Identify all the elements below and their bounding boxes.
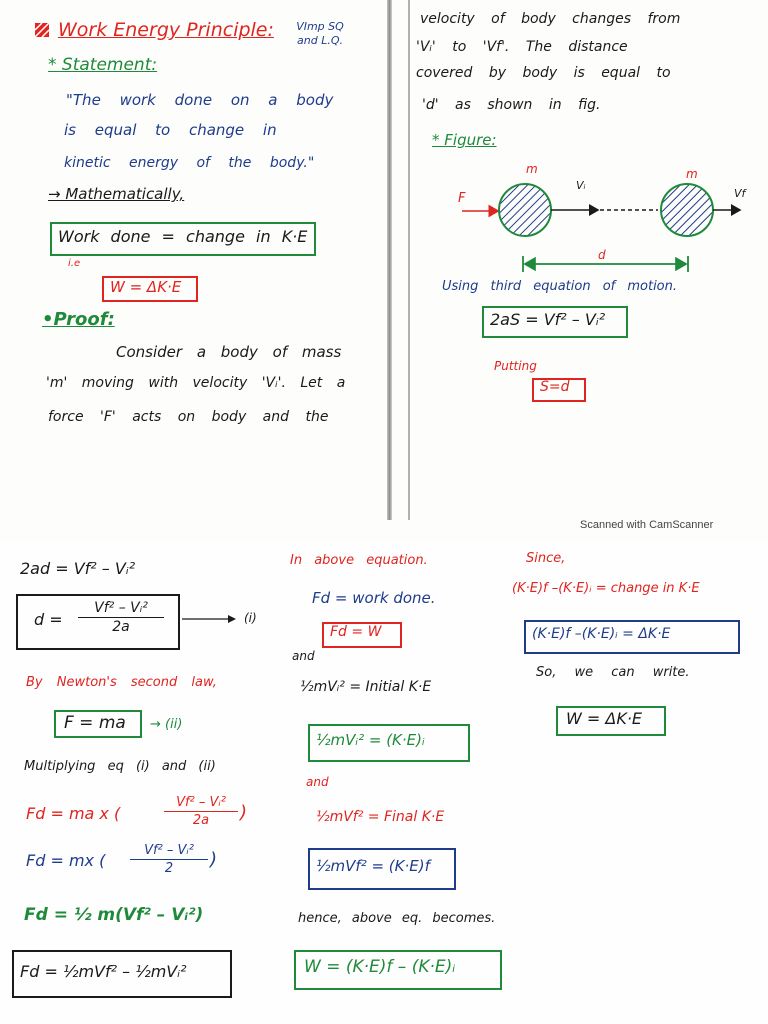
d-lhs: d =	[34, 610, 63, 629]
proof-line-1: Consider a body of mass	[116, 343, 342, 361]
right-line-2: 'Vᵢ' to 'Vf'. The distance	[416, 39, 628, 55]
and-label-1: and	[292, 649, 315, 663]
importance-note: VImp SQ and L.Q.	[296, 20, 344, 47]
change-ke-line: (K·E)f –(K·E)ᵢ = change in K·E	[512, 581, 700, 596]
proof-heading: •Proof:	[42, 309, 115, 330]
fd2-numerator: Vf² – Vᵢ²	[144, 843, 194, 858]
fd2-fraction	[130, 843, 208, 876]
d-denominator: 2a	[112, 619, 130, 635]
right-line-3: covered by body is equal to	[416, 65, 671, 81]
d-fraction	[78, 600, 164, 635]
since-label: Since,	[526, 551, 566, 566]
multiplying-text: Multiplying eq (i) and (ii)	[24, 759, 216, 774]
ie-label: i.e	[68, 258, 81, 269]
and-label-2: and	[306, 775, 329, 789]
delta-ke-equation: (K·E)f –(K·E)ᵢ = ΔK·E	[532, 626, 671, 642]
figure-mass-label-1: m	[526, 162, 538, 176]
statement-line-3: kinetic energy of the body."	[64, 155, 315, 171]
page-fold-line	[408, 0, 410, 520]
w-final-equation: W = (K·E)f – (K·E)ᵢ	[304, 957, 456, 977]
fd4-equation: Fd = ½mVf² – ½mVᵢ²	[20, 962, 187, 981]
proof-line-3: force 'F' acts on body and the	[48, 409, 329, 425]
fd-w-equation: Fd = W	[330, 624, 382, 640]
right-line-1: velocity of body changes from	[420, 11, 681, 27]
initial-ke-line: ½mVᵢ² = Initial K·E	[300, 679, 432, 695]
fd2-rhs: )	[210, 849, 218, 870]
page-title: Work Energy Principle:	[58, 19, 274, 41]
w-delta-ke-equation: W = ΔK·E	[110, 278, 182, 296]
figure-vi-label: Vᵢ	[576, 179, 586, 192]
fd-work-done: Fd = work done.	[312, 589, 436, 607]
right-line-4: 'd' as shown in fig.	[422, 97, 601, 113]
in-above-equation: In above equation.	[290, 553, 428, 568]
newton-law-text: By Newton's second law,	[26, 675, 217, 690]
fd2-lhs: Fd = mx (	[26, 851, 106, 870]
using-third-equation: Using third equation of motion.	[442, 279, 678, 294]
initial-ke-equation: ½mVᵢ² = (K·E)ᵢ	[316, 731, 425, 749]
body-initial	[499, 184, 551, 236]
fd2-denominator: 2	[164, 861, 174, 876]
statement-line-2: is equal to change in	[64, 121, 277, 139]
putting-label: Putting	[494, 359, 537, 373]
fd1-fraction	[164, 795, 238, 828]
so-we-can-write: So, we can write.	[536, 665, 690, 680]
title-bullet-icon	[34, 22, 50, 38]
proof-line-2: 'm' moving with velocity 'Vᵢ'. Let a	[46, 375, 346, 391]
f-ma-equation: F = ma	[64, 713, 126, 733]
final-ke-line: ½mVf² = Final K·E	[316, 809, 445, 825]
w-delta-final-equation: W = ΔK·E	[566, 709, 643, 728]
statement-heading: * Statement:	[48, 55, 158, 75]
final-ke-equation: ½mVf² = (K·E)f	[316, 857, 430, 875]
notes-page-2	[0, 540, 768, 1024]
s-equals-d: S=d	[540, 379, 570, 395]
fd1-denominator: 2a	[192, 813, 210, 828]
figure-force-label: F	[458, 191, 466, 206]
figure-vf-label: Vf	[734, 187, 746, 200]
work-done-equation: Work done = change in K·E	[58, 227, 308, 246]
fd3-equation: Fd = ½ m(Vf² – Vᵢ²)	[24, 905, 204, 925]
d-numerator: Vf² – Vᵢ²	[94, 600, 148, 616]
fd1-lhs: Fd = ma x (	[26, 804, 121, 823]
eq-i-label: (i)	[244, 611, 257, 625]
eq-ii-label: → (ii)	[150, 717, 183, 732]
mathematically-label: → Mathematically,	[48, 185, 185, 203]
statement-line-1: "The work done on a body	[66, 91, 334, 109]
fd1-rhs: )	[240, 802, 248, 823]
hence-text: hence, above eq. becomes.	[298, 911, 496, 926]
figure-heading: * Figure:	[432, 131, 497, 149]
page-fold	[387, 0, 392, 520]
eq-i-arrow	[182, 614, 242, 624]
body-final	[661, 184, 713, 236]
fd1-numerator: Vf² – Vᵢ²	[176, 795, 226, 810]
eq-2ad: 2ad = Vf² – Vᵢ²	[20, 559, 136, 578]
third-equation: 2aS = Vf² – Vᵢ²	[490, 310, 606, 329]
scanner-footer: Scanned with CamScanner	[580, 519, 714, 531]
figure-distance-label: d	[598, 248, 606, 262]
figure-mass-label-2: m	[686, 167, 698, 181]
